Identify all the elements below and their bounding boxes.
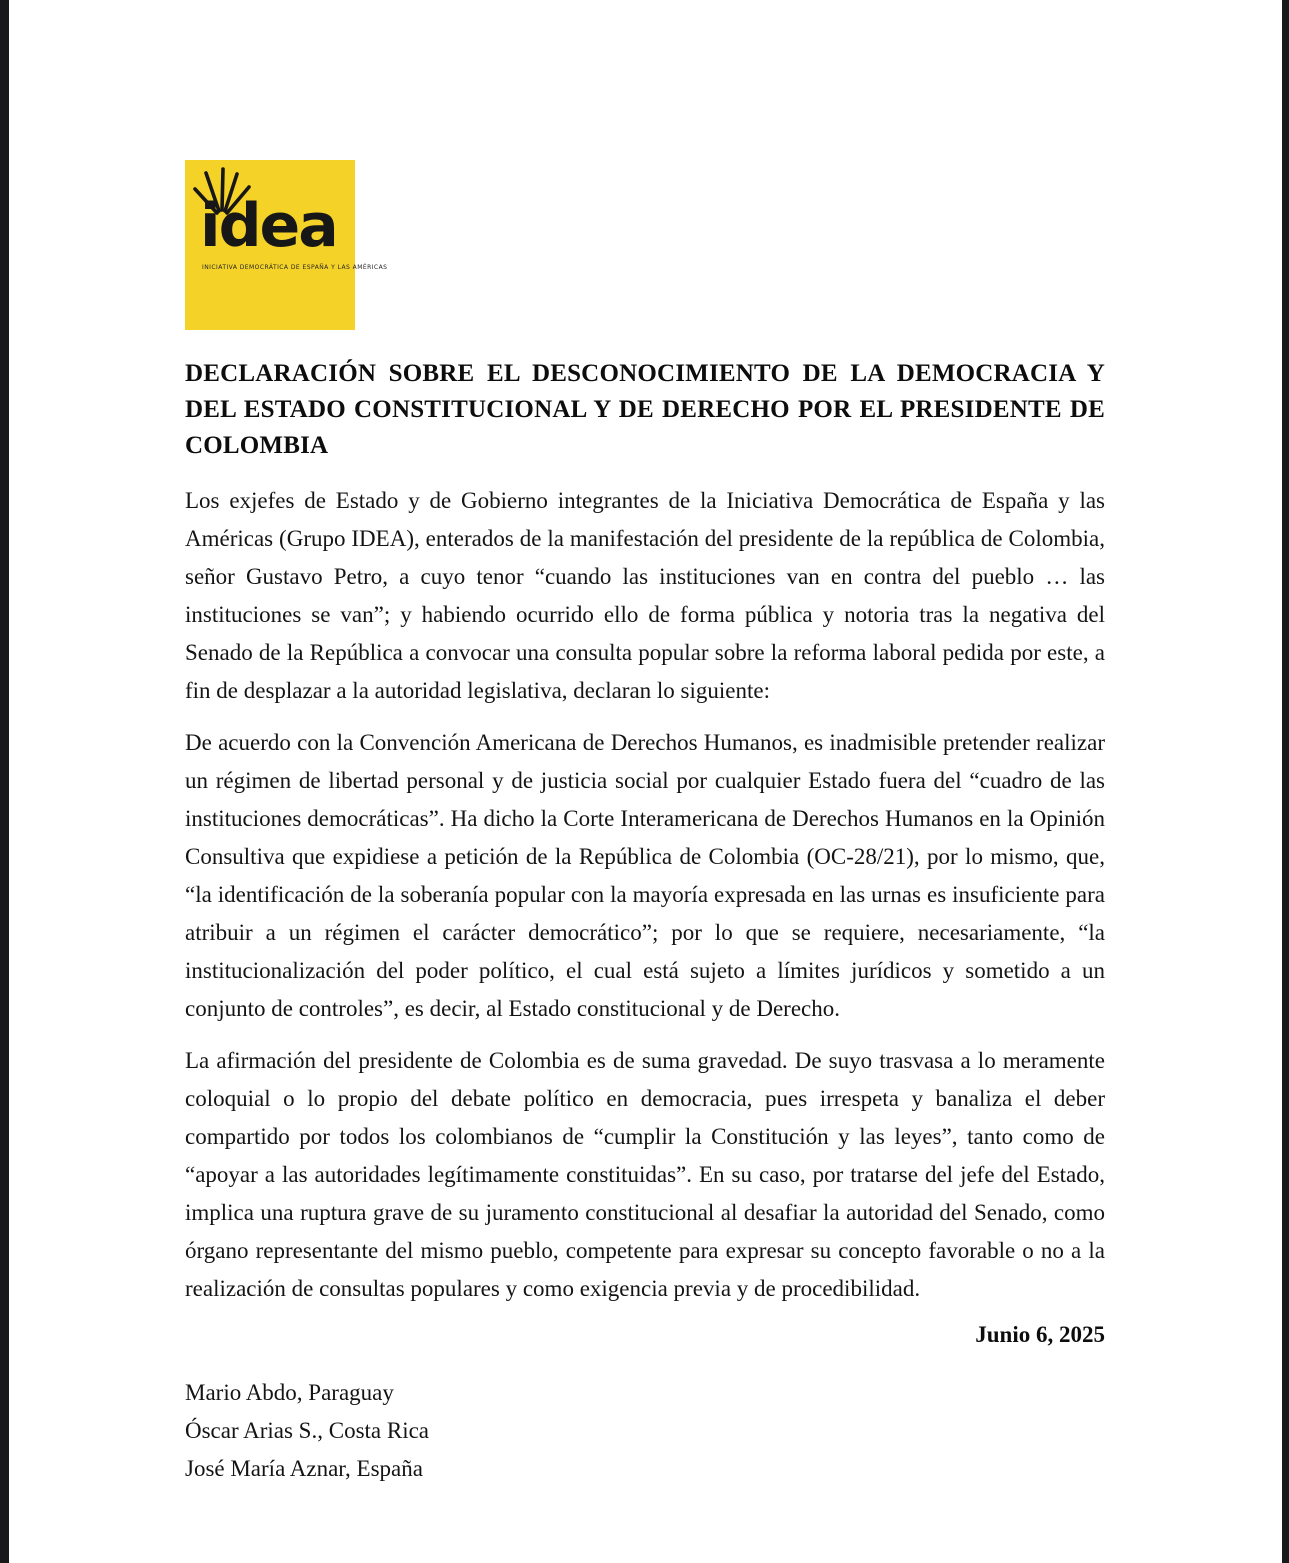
document-title: DECLARACIÓN SOBRE EL DESCONOCIMIENTO DE LA DEMOCRACIA Y DEL ESTADO CONSTITUCIONAL Y DE DERECHO POR EL PRESIDENTE DE COLOMBIA [185,360,1105,459]
right-edge-bar [1282,0,1289,1563]
idea-logo [185,160,388,330]
signatories-list [185,1374,1105,1488]
signatory: José María Aznar, España [185,1456,423,1481]
signatory: Mario Abdo, Paraguay [185,1380,394,1405]
logo-text: idea [200,191,337,261]
left-edge-bar [0,0,9,1563]
date-line: Junio 6, 2025 [975,1322,1105,1347]
document-page [185,160,1105,1488]
paragraph-convention: De acuerdo con la Convención Americana de Derechos Humanos, es inadmisible pretender realizar un régimen de libertad personal y de justicia social por cualquier Estado fuera del “cuadro de las instituciones democráticas”. Ha dicho la Corte Interamericana de Derechos Humanos en la Opinión Consultiva que expidiese a petición de la República de Colombia (OC-28/21), por lo mismo, que, “la identificación de la soberanía popular con la mayoría expresada en las urnas es insuficiente para atribuir a un régimen el carácter democrático”; por lo que se requiere, necesariamente, “la institucionalización del poder político, el cual está sujeto a límites jurídicos y sometido a un conjunto de controles”, es decir, al Estado constitucional y de Derecho. [185,730,1105,1021]
logo-tagline: INICIATIVA DEMOCRÁTICA DE ESPAÑA Y LAS AMÉRICAS [202,264,388,271]
paragraph-intro: Los exjefes de Estado y de Gobierno integrantes de la Iniciativa Democrática de España y las Américas (Grupo IDEA), enterados de la manifestación del presidente de la república de Colombia, señor Gustavo Petro, a cuyo tenor “cuando las instituciones van en contra del pueblo … las instituciones se van”; y habiendo ocurrido ello de forma pública y notoria tras la negativa del Senado de la República a convocar una consulta popular sobre la reforma laboral pedida por este, a fin de desplazar a la autoridad legislativa, declaran lo siguiente: [185,488,1105,703]
signatory: Óscar Arias S., Costa Rica [185,1418,430,1443]
paragraph-affirmation: La afirmación del presidente de Colombia es de suma gravedad. De suyo trasvasa a lo meramente coloquial o lo propio del debate político en democracia, pues irrespeta y banaliza el deber compartido por todos los colombianos de “cumplir la Constitución y las leyes”, tanto como de “apoyar a las autoridades legítimamente constituidas”. En su caso, por tratarse del jefe del Estado, implica una ruptura grave de su juramento constitucional al desafiar la autoridad del Senado, como órgano representante del mismo pueblo, competente para expresar su concepto favorable o no a la realización de consultas populares y como exigencia previa y de procedibilidad. [185,1048,1105,1301]
